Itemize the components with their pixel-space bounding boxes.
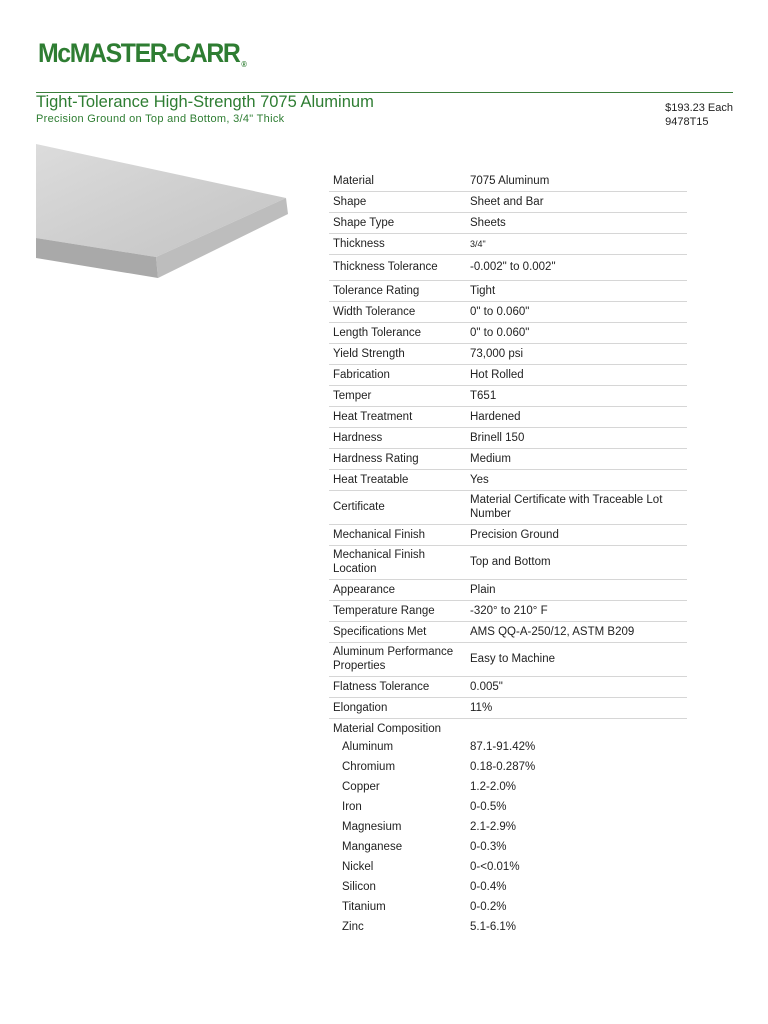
spec-label: Mechanical Finish Location [329, 546, 466, 580]
composition-row [329, 917, 687, 937]
spec-row [329, 677, 687, 698]
spec-label: Certificate [329, 491, 466, 525]
spec-label: Hardness Rating [329, 449, 466, 470]
spec-value: Brinell 150 [466, 428, 687, 449]
composition-value: 0-0.4% [470, 881, 507, 893]
spec-row [329, 428, 687, 449]
composition-spacer [466, 719, 687, 738]
spec-label: Width Tolerance [329, 302, 466, 323]
spec-label: Appearance [329, 580, 466, 601]
spec-row [329, 323, 687, 344]
spec-row [329, 192, 687, 213]
spec-row [329, 525, 687, 546]
price: $193.23 Each [665, 102, 733, 114]
spec-label: Shape [329, 192, 466, 213]
composition-value: 0-0.5% [470, 801, 507, 813]
spec-label: Temperature Range [329, 601, 466, 622]
spec-table [329, 171, 687, 937]
brand-name: McMASTER-CARR [38, 38, 240, 68]
spec-label: Length Tolerance [329, 323, 466, 344]
composition-row [329, 757, 687, 777]
composition-row [329, 817, 687, 837]
price-block [665, 101, 733, 129]
spec-row [329, 698, 687, 719]
spec-value: Tight [466, 281, 687, 302]
composition-row [329, 777, 687, 797]
composition-value: 5.1-6.1% [470, 921, 517, 933]
spec-value: Sheets [466, 213, 687, 234]
spec-label: Thickness Tolerance [329, 255, 466, 281]
composition-label: Nickel [342, 861, 374, 873]
spec-value: -0.002" to 0.002" [466, 255, 687, 281]
spec-label: Temper [329, 386, 466, 407]
spec-value: 73,000 psi [466, 344, 687, 365]
spec-label: Tolerance Rating [329, 281, 466, 302]
product-subtitle: Precision Ground on Top and Bottom, 3/4" Thick [36, 113, 285, 125]
composition-label: Magnesium [342, 821, 402, 833]
composition-row [329, 897, 687, 917]
composition-label: Iron [342, 801, 362, 813]
composition-row [329, 737, 687, 757]
spec-value: 3/4" [466, 234, 687, 255]
composition-value: 1.2-2.0% [470, 781, 517, 793]
product-title: Tight-Tolerance High-Strength 7075 Aluminum [36, 93, 374, 111]
spec-row [329, 546, 687, 580]
composition-label: Chromium [342, 761, 396, 773]
spec-label: Aluminum Performance Properties [329, 643, 466, 677]
composition-row [329, 837, 687, 857]
composition-row [329, 857, 687, 877]
spec-label: Specifications Met [329, 622, 466, 643]
composition-value: 0.18-0.287% [470, 761, 536, 773]
composition-label: Silicon [342, 881, 376, 893]
composition-label: Titanium [342, 901, 386, 913]
composition-header [329, 719, 687, 738]
spec-value: 0.005" [466, 677, 687, 698]
spec-value: T651 [466, 386, 687, 407]
spec-value: Medium [466, 449, 687, 470]
spec-label: Elongation [329, 698, 466, 719]
composition-value: 87.1-91.42% [470, 741, 536, 753]
spec-row [329, 601, 687, 622]
spec-value: AMS QQ-A-250/12, ASTM B209 [466, 622, 687, 643]
spec-row [329, 386, 687, 407]
part-number: 9478T15 [665, 116, 709, 128]
spec-row [329, 407, 687, 428]
spec-row [329, 491, 687, 525]
composition-value: 0-0.2% [470, 901, 507, 913]
brand-logo[interactable] [38, 38, 247, 69]
spec-label: Material [329, 171, 466, 192]
composition-row [329, 877, 687, 897]
spec-value: Plain [466, 580, 687, 601]
spec-value: 0" to 0.060" [466, 323, 687, 344]
spec-value: Material Certificate with Traceable Lot Number [466, 491, 687, 525]
composition-label: Copper [342, 781, 380, 793]
spec-row [329, 643, 687, 677]
spec-value: Hot Rolled [466, 365, 687, 386]
composition-value: 0-0.3% [470, 841, 507, 853]
spec-value: 11% [466, 698, 687, 719]
composition-label: Zinc [342, 921, 364, 933]
spec-row [329, 449, 687, 470]
spec-label: Yield Strength [329, 344, 466, 365]
spec-label: Mechanical Finish [329, 525, 466, 546]
spec-row [329, 234, 687, 255]
spec-row [329, 171, 687, 192]
spec-value: 7075 Aluminum [466, 171, 687, 192]
spec-label: Flatness Tolerance [329, 677, 466, 698]
spec-label: Heat Treatable [329, 470, 466, 491]
spec-row [329, 622, 687, 643]
spec-row [329, 365, 687, 386]
spec-label: Shape Type [329, 213, 466, 234]
composition-label: Manganese [342, 841, 403, 853]
spec-label: Heat Treatment [329, 407, 466, 428]
spec-row [329, 281, 687, 302]
composition-label: Material Composition [333, 723, 442, 735]
composition-label: Aluminum [342, 741, 394, 753]
composition-value: 2.1-2.9% [470, 821, 517, 833]
spec-value: Easy to Machine [466, 643, 687, 677]
spec-label: Hardness [329, 428, 466, 449]
spec-value: Yes [466, 470, 687, 491]
spec-row [329, 302, 687, 323]
registered-mark: ® [241, 60, 247, 69]
spec-row [329, 255, 687, 281]
product-image [36, 140, 292, 290]
composition-value: 0-<0.01% [470, 861, 520, 873]
composition-row [329, 797, 687, 817]
spec-row [329, 344, 687, 365]
spec-label: Thickness [329, 234, 466, 255]
spec-value: Sheet and Bar [466, 192, 687, 213]
spec-value: 0" to 0.060" [466, 302, 687, 323]
spec-value: Top and Bottom [466, 546, 687, 580]
spec-row [329, 213, 687, 234]
spec-label: Fabrication [329, 365, 466, 386]
spec-row [329, 470, 687, 491]
spec-row [329, 580, 687, 601]
spec-value: Precision Ground [466, 525, 687, 546]
spec-value: Hardened [466, 407, 687, 428]
spec-value: -320° to 210° F [466, 601, 687, 622]
